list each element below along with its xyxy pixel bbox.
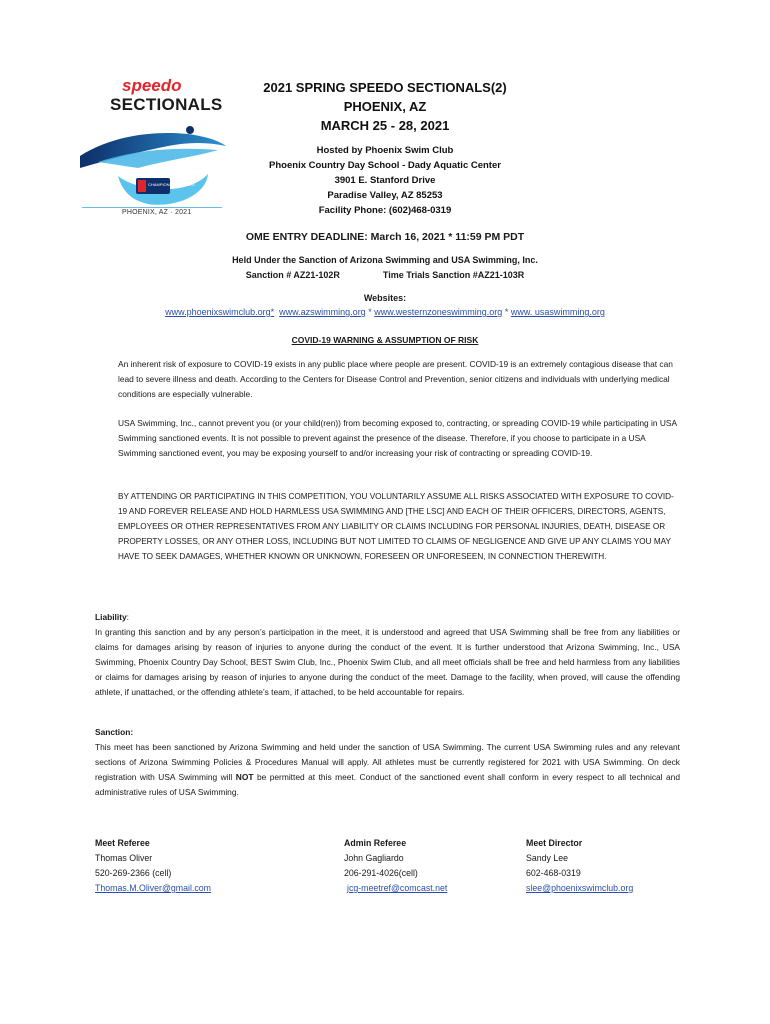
contact-phone: 206-291-4026(cell) bbox=[344, 868, 418, 878]
speedo-logo-text: speedo bbox=[122, 76, 182, 95]
website-separator: * bbox=[504, 307, 509, 317]
liability-colon: : bbox=[126, 612, 129, 622]
covid-waiver-paragraph: BY ATTENDING OR PARTICIPATING IN THIS COMPETITION, YOU VOLUNTARILY ASSUME ALL RISKS ASSOCIATED WITH EXPOSURE TO COVID-19 AND FOREVER RELEASE AND HOLD HARMLESS USA SWIMMING AND [THE LSC] AND EACH OF THEIR OFFICERS, DIRECTORS, AGENTS, EMPLOYEES OR OTHER REPRESENTATIVES FROM ANY LIABILITY OR CLAIMS INCLUDING FOR PERSONAL INJURIES, DEATH, DISEASE OR PROPERTY LOSSES, OR ANY OTHER LOSS, INCLUDING BUT NOT LIMITED TO CLAIMS OF NEGLIGENCE AND GIVE UP ANY CLAIMS YOU MAY HAVE TO SEEK DAMAGES, WHETHER KNOWN OR UNKNOWN, FORESEEN OR UNFORESEEN, IN CONNECTION THEREWITH. bbox=[118, 492, 674, 561]
host-info bbox=[230, 143, 540, 218]
sanction-statement: Held Under the Sanction of Arizona Swimming and USA Swimming, Inc. bbox=[232, 255, 538, 265]
title-line-3: MARCH 25 - 28, 2021 bbox=[320, 118, 450, 133]
contact-phone: 520-269-2366 (cell) bbox=[95, 868, 172, 878]
website-link-phoenix[interactable]: www.phoenixswimclub.org* bbox=[165, 307, 275, 317]
sanction-label: Sanction: bbox=[95, 727, 134, 737]
contact-role: Meet Referee bbox=[95, 838, 150, 848]
title-line-1: 2021 SPRING SPEEDO SECTIONALS(2) bbox=[263, 80, 507, 95]
contact-name: Thomas Oliver bbox=[95, 853, 153, 863]
contact-name: Sandy Lee bbox=[526, 853, 569, 863]
contact-meet-referee bbox=[95, 836, 211, 896]
logo-divider bbox=[82, 207, 222, 208]
title-line-2: PHOENIX, AZ bbox=[343, 99, 427, 114]
contact-email-link[interactable]: jcg-meetref@comcast.net bbox=[347, 883, 448, 893]
swimmer-graphic bbox=[78, 116, 228, 208]
sanction-numbers bbox=[0, 270, 770, 280]
sanction-text-not: NOT bbox=[235, 772, 254, 782]
meet-title bbox=[230, 78, 540, 135]
website-link-westernzone[interactable]: www.westernzoneswimming.org bbox=[374, 307, 503, 317]
liability-text: In granting this sanction and by any person’s participation in the meet, it is understood and agreed that USA Swimming shall be free from any liabilities or claims for damages arising by reason of injuries to anyone during the conduct of the event. It is further understood that Arizona Swimming, Inc., USA Swimming, Phoenix Country Day School, BEST Swim Club, Inc., Phoenix Swim Club, and all meet officials shall be free and held harmless from any liabilities or claims for damages arising by reason of injuries to anyone during the conduct of the meet. Damage to the facility, when proved, will cause the offending athlete, if unattached, or the offending athlete’s team, if attached, to be held accountable for repairs. bbox=[95, 627, 680, 697]
host-line-4: Paradise Valley, AZ 85253 bbox=[327, 190, 443, 201]
liability-label: Liability bbox=[95, 612, 127, 622]
host-line-5: Facility Phone: (602)468-0319 bbox=[318, 205, 452, 216]
sanction-text-start: This meet has been sanctioned by Arizona Swimming and held under the sanction of USA Swimming. The current USA Swimming rules and any relevant sections of Arizona Swimming Policies & Procedures Manual will apply. All athletes must be currently registered for 2021 with USA Swimming. On deck registration with USA Swimming will bbox=[95, 742, 680, 782]
covid-paragraph-1: An inherent risk of exposure to COVID-19 exists in any public place where people are present. COVID-19 is an extremely contagious disease that can lead to severe illness and death. According to the Centers for Disease Control and Prevention, senior citizens and individuals with underlying medical conditions are especially vulnerable. bbox=[118, 359, 673, 399]
contact-email-link[interactable]: Thomas.M.Oliver@gmail.com bbox=[95, 883, 211, 893]
sanction-number: Sanction # AZ21-102R bbox=[245, 270, 340, 280]
contact-email-link[interactable]: slee@phoenixswimclub.org bbox=[526, 883, 634, 893]
contact-meet-director bbox=[526, 836, 633, 896]
covid-paragraph-2: USA Swimming, Inc., cannot prevent you (or your child(ren)) from becoming exposed to, contracting, or spreading COVID-19 while participating in USA Swimming sanctioned events. It is not possible to prevent against the presence of the disease. Therefore, if you choose to participate in a USA Swimming sanctioned event, you may be exposing yourself to and/or increasing your risk of contracting or spreading COVID-19. bbox=[118, 418, 677, 458]
liability-section bbox=[95, 610, 680, 700]
contact-role: Meet Director bbox=[526, 838, 583, 848]
time-trials-sanction: Time Trials Sanction #AZ21-103R bbox=[382, 270, 525, 280]
sanction-text bbox=[95, 740, 680, 800]
websites-list bbox=[0, 307, 770, 317]
website-link-usaswimming[interactable]: www. usaswimming.org bbox=[510, 307, 605, 317]
websites-label: Websites: bbox=[363, 293, 407, 303]
sanction-text-end: be permitted at this meet. Conduct of the sanctioned event shall conform in every respect to all technical and administrative rules of USA Swimming. bbox=[95, 772, 680, 797]
logo-location: PHOENIX, AZ · 2021 bbox=[122, 209, 192, 216]
sectionals-logo-text: SECTIONALS bbox=[110, 95, 223, 114]
website-link-azswimming[interactable]: www.azswimming.org bbox=[279, 307, 366, 317]
host-line-2: Phoenix Country Day School - Dady Aquatic Center bbox=[269, 160, 501, 171]
sectionals-logo bbox=[78, 76, 228, 221]
host-line-1: Hosted by Phoenix Swim Club bbox=[316, 145, 454, 156]
host-line-3: 3901 E. Stanford Drive bbox=[334, 175, 436, 186]
contact-name: John Gagliardo bbox=[344, 853, 404, 863]
sanction-section bbox=[95, 725, 680, 800]
contact-role: Admin Referee bbox=[344, 838, 407, 848]
badge-text: CHAMPIONSHIP SERIES bbox=[148, 182, 195, 187]
contact-phone: 602-468-0319 bbox=[526, 868, 581, 878]
contact-admin-referee bbox=[344, 836, 447, 896]
covid-warning-title: COVID-19 WARNING & ASSUMPTION OF RISK bbox=[291, 335, 479, 345]
website-separator: * bbox=[368, 307, 372, 317]
entry-deadline: OME ENTRY DEADLINE: March 16, 2021 * 11:59 PM PDT bbox=[245, 231, 525, 243]
